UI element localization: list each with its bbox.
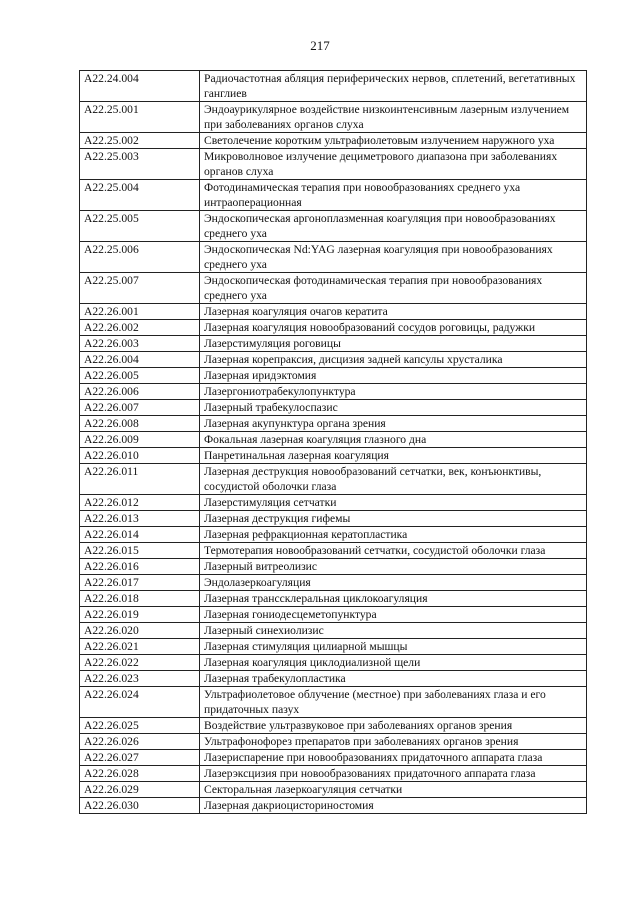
procedure-code-cell: A22.26.025 [80,718,200,734]
table-row [80,750,587,766]
procedure-code-cell: A22.24.004 [80,71,200,102]
table-row [80,432,587,448]
table-row [80,384,587,400]
procedure-description-cell: Воздействие ультразвуковое при заболеваниях органов зрения [200,718,587,734]
table-row [80,133,587,149]
procedure-code-cell: A22.26.014 [80,527,200,543]
procedure-description-cell: Лазерная коагуляция очагов кератита [200,304,587,320]
procedure-code-table [79,70,587,814]
procedure-description-cell: Лазерная корепраксия, дисцизия задней капсулы хрусталика [200,352,587,368]
procedure-description-cell: Лазерный синехиолизис [200,623,587,639]
procedure-code-cell: A22.26.020 [80,623,200,639]
procedure-code-cell: A22.25.001 [80,102,200,133]
procedure-code-cell: A22.26.002 [80,320,200,336]
procedure-description-cell: Эндоскопическая аргоноплазменная коагуляция при новообразованиях среднего уха [200,211,587,242]
procedure-description-cell: Лазерэксцизия при новообразованиях придаточного аппарата глаза [200,766,587,782]
procedure-description-cell: Лазерная транссклеральная циклокоагуляция [200,591,587,607]
table-row [80,336,587,352]
procedure-description-cell: Лазерная коагуляция циклодиализной щели [200,655,587,671]
procedure-description-cell: Лазерная рефракционная кератопластика [200,527,587,543]
procedure-code-cell: A22.26.019 [80,607,200,623]
table-row [80,527,587,543]
table-row [80,180,587,211]
procedure-description-cell: Ультрафонофорез препаратов при заболеваниях органов зрения [200,734,587,750]
procedure-description-cell: Лазергониотрабекулопунктура [200,384,587,400]
table-row [80,448,587,464]
procedure-code-cell: A22.26.007 [80,400,200,416]
procedure-description-cell: Эндоаурикулярное воздействие низкоинтенсивным лазерным излучением при заболеваниях органов слуха [200,102,587,133]
procedure-code-cell: A22.26.003 [80,336,200,352]
procedure-code-cell: A22.26.018 [80,591,200,607]
procedure-code-cell: A22.26.004 [80,352,200,368]
procedure-code-cell: A22.25.002 [80,133,200,149]
procedure-code-cell: A22.26.015 [80,543,200,559]
procedure-description-cell: Лазериспарение при новообразованиях придаточного аппарата глаза [200,750,587,766]
table-row [80,242,587,273]
table-row [80,495,587,511]
table-row [80,400,587,416]
procedure-description-cell: Лазерная стимуляция цилиарной мышцы [200,639,587,655]
procedure-code-cell: A22.26.012 [80,495,200,511]
procedure-description-cell: Светолечение коротким ультрафиолетовым излучением наружного уха [200,133,587,149]
procedure-description-cell: Лазерстимуляция сетчатки [200,495,587,511]
procedure-code-cell: A22.26.001 [80,304,200,320]
table-row [80,607,587,623]
table-row [80,734,587,750]
procedure-code-cell: A22.26.030 [80,798,200,814]
procedure-code-cell: A22.26.022 [80,655,200,671]
procedure-description-cell: Микроволновое излучение дециметрового диапазона при заболеваниях органов слуха [200,149,587,180]
procedure-code-cell: A22.26.005 [80,368,200,384]
table-body [80,71,587,814]
procedure-code-cell: A22.26.029 [80,782,200,798]
table-row [80,320,587,336]
procedure-description-cell: Лазерная акупунктура органа зрения [200,416,587,432]
procedure-description-cell: Лазерная деструкция новообразований сетчатки, век, конъюнктивы, сосудистой оболочки глаза [200,464,587,495]
table-row [80,543,587,559]
procedure-code-cell: A22.25.006 [80,242,200,273]
procedure-description-cell: Лазерный трабекулоспазис [200,400,587,416]
procedure-description-cell: Лазерная деструкция гифемы [200,511,587,527]
procedure-description-cell: Эндоскопическая Nd:YAG лазерная коагуляция при новообразованиях среднего уха [200,242,587,273]
table-row [80,273,587,304]
table-row [80,687,587,718]
procedure-description-cell: Термотерапия новообразований сетчатки, сосудистой оболочки глаза [200,543,587,559]
table-row [80,559,587,575]
procedure-description-cell: Фотодинамическая терапия при новообразованиях среднего уха интраоперационная [200,180,587,211]
procedure-description-cell: Эндоскопическая фотодинамическая терапия при новообразованиях среднего уха [200,273,587,304]
table-row [80,211,587,242]
table-row [80,623,587,639]
table-row [80,464,587,495]
table-row [80,782,587,798]
table-row [80,639,587,655]
table-row [80,655,587,671]
procedure-description-cell: Лазерная иридэктомия [200,368,587,384]
procedure-code-cell: A22.26.013 [80,511,200,527]
procedure-code-cell: A22.26.017 [80,575,200,591]
procedure-description-cell: Лазерная дакриоцисториностомия [200,798,587,814]
procedure-code-cell: A22.25.005 [80,211,200,242]
procedure-code-cell: A22.26.024 [80,687,200,718]
procedure-description-cell: Панретинальная лазерная коагуляция [200,448,587,464]
procedure-description-cell: Лазерная гониодесцеметопунктура [200,607,587,623]
procedure-code-cell: A22.26.010 [80,448,200,464]
procedure-description-cell: Лазерная коагуляция новообразований сосудов роговицы, радужки [200,320,587,336]
procedure-code-cell: A22.26.021 [80,639,200,655]
procedure-code-cell: A22.26.016 [80,559,200,575]
procedure-code-cell: A22.26.023 [80,671,200,687]
procedure-description-cell: Ультрафиолетовое облучение (местное) при заболеваниях глаза и его придаточных пазух [200,687,587,718]
table-row [80,71,587,102]
procedure-description-cell: Лазерстимуляция роговицы [200,336,587,352]
procedure-code-cell: A22.26.006 [80,384,200,400]
table-row [80,591,587,607]
table-row [80,718,587,734]
procedure-code-cell: A22.26.028 [80,766,200,782]
procedure-code-cell: A22.25.007 [80,273,200,304]
procedure-code-cell: A22.26.008 [80,416,200,432]
page-number: 217 [310,38,330,53]
table-row [80,368,587,384]
procedure-code-cell: A22.25.004 [80,180,200,211]
table-row [80,102,587,133]
procedure-description-cell: Эндолазеркоагуляция [200,575,587,591]
procedure-code-cell: A22.26.011 [80,464,200,495]
procedure-code-cell: A22.26.009 [80,432,200,448]
table-row [80,416,587,432]
table-row [80,766,587,782]
procedure-description-cell: Радиочастотная абляция периферических нервов, сплетений, вегетативных ганглиев [200,71,587,102]
table-row [80,575,587,591]
procedure-description-cell: Секторальная лазеркоагуляция сетчатки [200,782,587,798]
procedure-code-cell: A22.26.026 [80,734,200,750]
table-row [80,304,587,320]
procedure-description-cell: Лазерная трабекулопластика [200,671,587,687]
procedure-description-cell: Фокальная лазерная коагуляция глазного дна [200,432,587,448]
table-row [80,798,587,814]
procedure-description-cell: Лазерный витреолизис [200,559,587,575]
table-row [80,352,587,368]
table-row [80,149,587,180]
procedure-code-cell: A22.26.027 [80,750,200,766]
table-row [80,511,587,527]
table-row [80,671,587,687]
procedure-code-cell: A22.25.003 [80,149,200,180]
